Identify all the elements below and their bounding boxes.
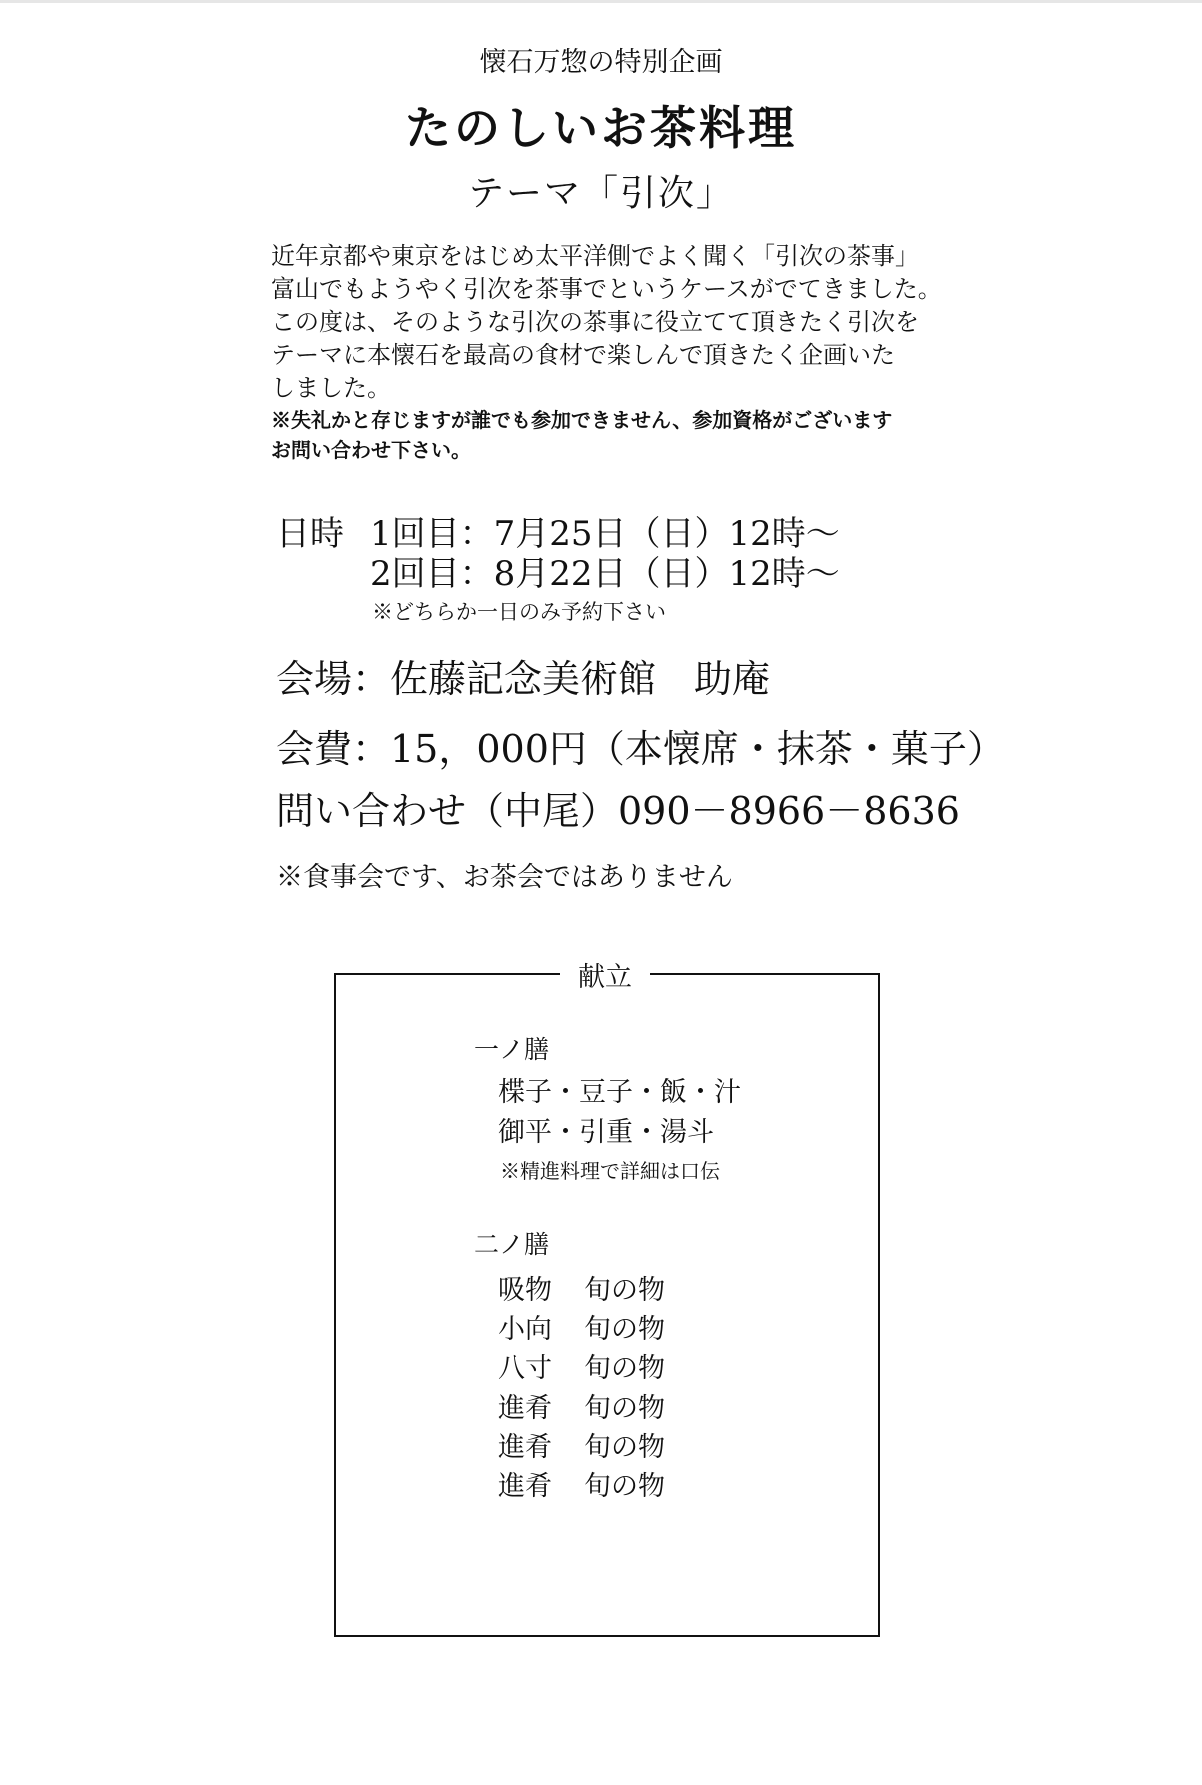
second-course-label: 二ノ膳 bbox=[474, 1230, 550, 1259]
intro-line: 近年京都や東京をはじめ太平洋側でよく聞く「引次の茶事」 bbox=[271, 242, 919, 270]
fee: 会費：15，000円（本懐席・抹茶・菓子） bbox=[276, 727, 1005, 771]
menu-row bbox=[498, 1386, 665, 1425]
dish-name: 進肴 bbox=[498, 1393, 552, 1424]
menu-row bbox=[498, 1268, 665, 1307]
intro-note: ※失礼かと存じますが誰でも参加できません、参加資格がございます bbox=[271, 408, 893, 432]
intro-text bbox=[271, 240, 971, 465]
theme: テーマ「引次」 bbox=[467, 173, 734, 214]
venue: 会場：佐藤記念美術館 助庵 bbox=[276, 657, 771, 701]
dish-desc: 旬の物 bbox=[584, 1432, 665, 1463]
contact: 問い合わせ（中尾）090－8966－8636 bbox=[276, 789, 960, 833]
dish-desc: 旬の物 bbox=[584, 1393, 665, 1424]
schedule-note: ※どちらか一日のみ予約下さい bbox=[372, 600, 666, 624]
intro-line: 富山でもようやく引次を茶事でというケースがでてきました。 bbox=[271, 275, 942, 303]
dish-name: 吸物 bbox=[498, 1275, 552, 1306]
notice: ※食事会です、お茶会ではありません bbox=[276, 862, 733, 893]
dish-desc: 旬の物 bbox=[584, 1275, 665, 1306]
menu-row bbox=[498, 1464, 665, 1503]
first-course-label: 一ノ膳 bbox=[474, 1035, 550, 1064]
schedule-second: 2回目：8月22日（日）12時～ bbox=[370, 554, 840, 594]
dish-desc: 旬の物 bbox=[584, 1353, 665, 1384]
schedule-label: 日時 bbox=[276, 514, 344, 554]
menu-item: 御平・引重・湯斗 bbox=[498, 1117, 714, 1148]
intro-line: この度は、そのような引次の茶事に役立てて頂きたく引次を bbox=[271, 308, 919, 336]
intro-note: お問い合わせ下さい。 bbox=[271, 438, 471, 462]
dish-desc: 旬の物 bbox=[584, 1314, 665, 1345]
top-border bbox=[0, 0, 1202, 3]
intro-line: テーマに本懐石を最高の食材で楽しんで頂きたく企画いた bbox=[271, 341, 895, 369]
dish-name: 進肴 bbox=[498, 1432, 552, 1463]
menu-heading: 献立 bbox=[560, 955, 650, 994]
subtitle: 懐石万惣の特別企画 bbox=[479, 47, 723, 78]
dish-name: 八寸 bbox=[498, 1353, 552, 1384]
menu-row bbox=[498, 1346, 665, 1385]
first-course-note: ※精進料理で詳細は口伝 bbox=[500, 1159, 720, 1183]
schedule-first: 1回目：7月25日（日）12時～ bbox=[370, 514, 840, 554]
menu-item: 楪子・豆子・飯・汁 bbox=[498, 1077, 741, 1108]
menu-row bbox=[498, 1307, 665, 1346]
dish-name: 進肴 bbox=[498, 1471, 552, 1502]
dish-name: 小向 bbox=[498, 1314, 552, 1345]
page-title: たのしいお茶料理 bbox=[405, 101, 797, 155]
intro-line: しました。 bbox=[271, 374, 391, 402]
menu-row bbox=[498, 1425, 665, 1464]
dish-desc: 旬の物 bbox=[584, 1471, 665, 1502]
